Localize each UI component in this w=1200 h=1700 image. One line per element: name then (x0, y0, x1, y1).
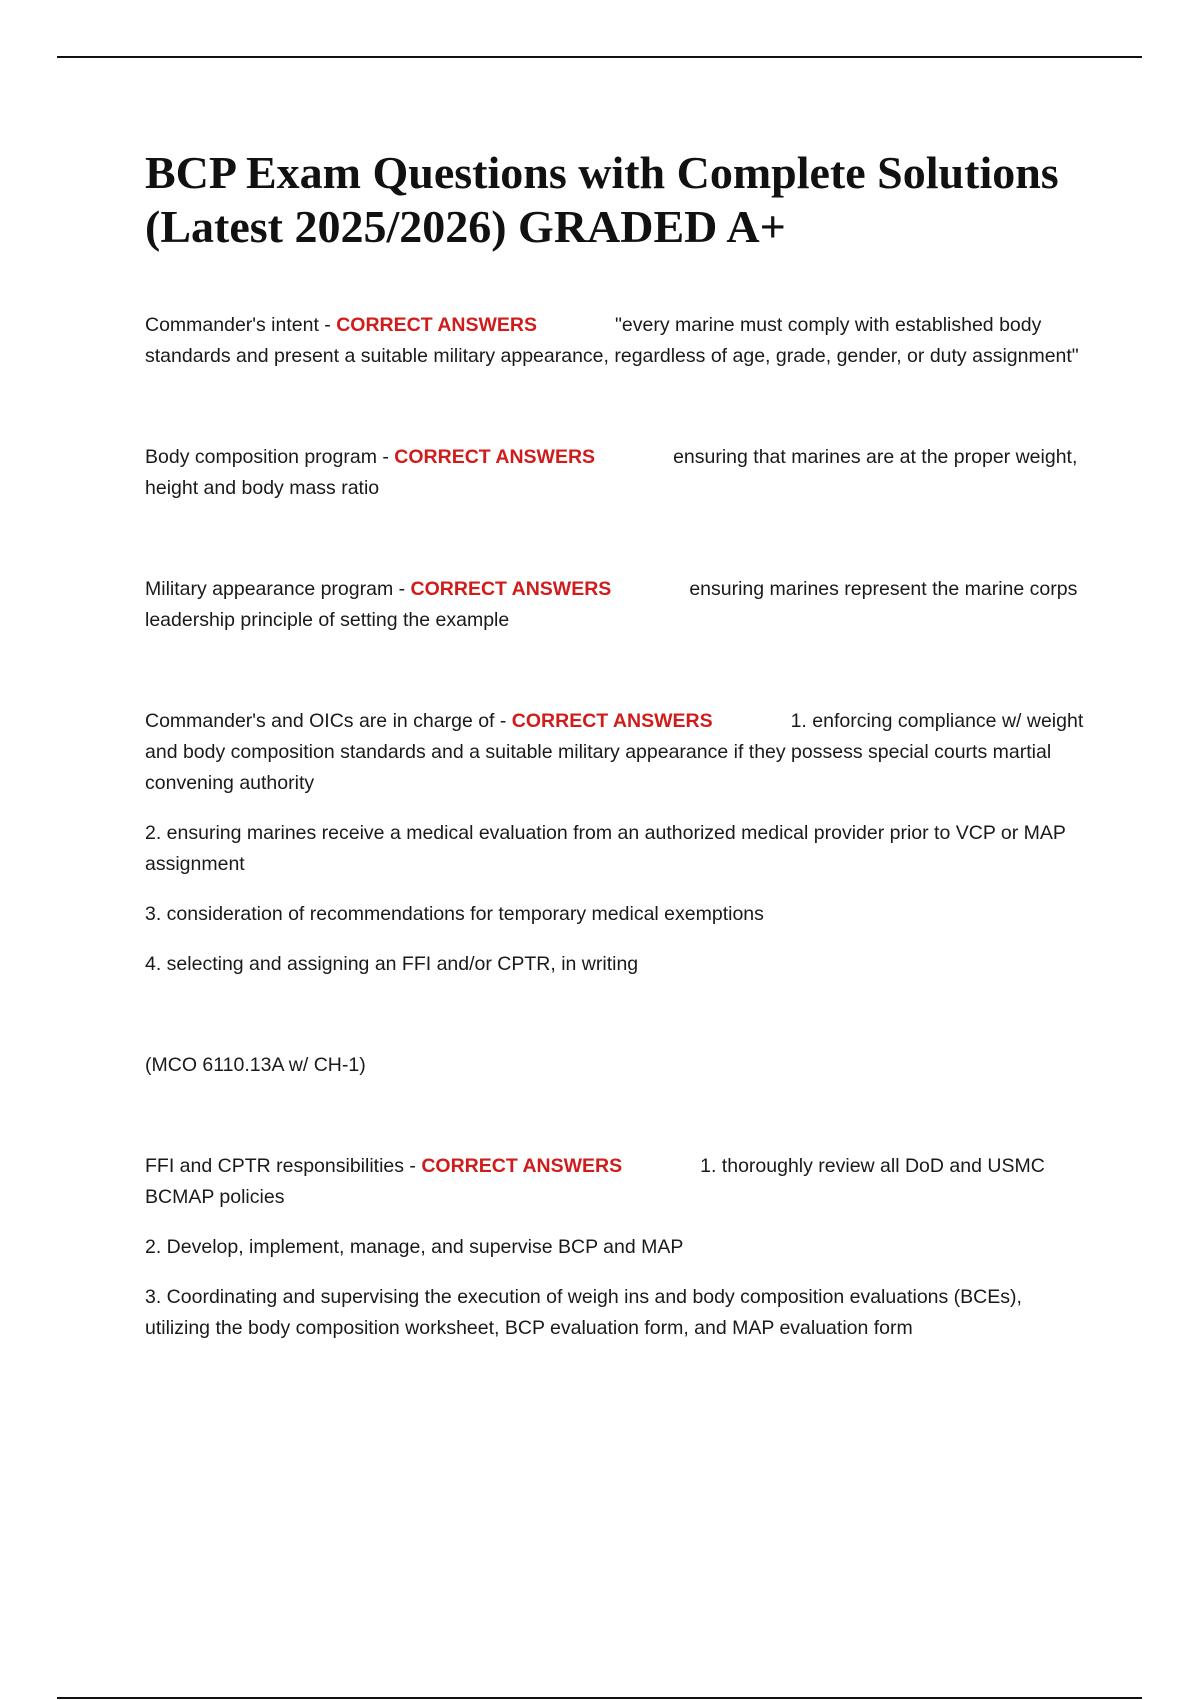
answer-continuation: 2. Develop, implement, manage, and supervise BCP and MAP (145, 1236, 684, 1258)
qa-item (145, 1151, 1090, 1344)
bottom-rule (57, 1697, 1142, 1699)
reference-citation: (MCO 6110.13A w/ CH-1) (145, 1054, 366, 1076)
question-text: Military appearance program - (145, 578, 411, 600)
document-title: BCP Exam Questions with Complete Solutions (Latest 2025/2026) GRADED A+ (145, 147, 1059, 252)
answer-text: "every marine must comply with established body standards and present a suitable military appearance, regardless of age, grade, gender, or duty assignment" (145, 314, 1079, 367)
question-text: FFI and CPTR responsibilities - (145, 1155, 422, 1177)
question-text: Body composition program - (145, 446, 395, 468)
answer-continuation: 3. consideration of recommendations for temporary medical exemptions (145, 903, 764, 925)
answer-continuation: 4. selecting and assigning an FFI and/or CPTR, in writing (145, 953, 639, 975)
question-text: Commander's and OICs are in charge of - (145, 710, 512, 732)
correct-answers-label: CORRECT ANSWERS (336, 314, 537, 336)
answer-continuation: 2. ensuring marines receive a medical evaluation from an authorized medical provider prior to VCP or MAP assignment (145, 822, 1066, 875)
question-text: Commander's intent - (145, 314, 337, 336)
answer-text: 1. thoroughly review all DoD and USMC BCMAP policies (145, 1155, 1045, 1208)
qa-paragraph (145, 442, 1090, 504)
qa-item (145, 442, 1090, 504)
correct-answers-label: CORRECT ANSWERS (421, 1155, 623, 1177)
qa-paragraph (145, 574, 1090, 636)
answer-text: 1. enforcing compliance w/ weight and body composition standards and a suitable military appearance if they possess special courts martial convening authority (145, 710, 1084, 794)
answer-continuation: 3. Coordinating and supervising the execution of weigh ins and body composition evaluations (BCEs), utilizing the body composition worksheet, BCP evaluation form, and MAP evaluation form (145, 1286, 1022, 1339)
top-rule (57, 56, 1142, 58)
document-body (145, 310, 1090, 1344)
answer-text: ensuring marines represent the marine corps leadership principle of setting the example (145, 578, 1078, 631)
correct-answers-label: CORRECT ANSWERS (511, 710, 713, 732)
correct-answers-label: CORRECT ANSWERS (410, 578, 612, 600)
qa-item (145, 706, 1090, 1081)
qa-item (145, 310, 1090, 372)
qa-paragraph (145, 310, 1090, 372)
answer-text: ensuring that marines are at the proper weight, height and body mass ratio (145, 446, 1078, 499)
correct-answers-label: CORRECT ANSWERS (394, 446, 596, 468)
qa-paragraph (145, 706, 1090, 799)
qa-item (145, 574, 1090, 636)
qa-paragraph (145, 1151, 1090, 1213)
